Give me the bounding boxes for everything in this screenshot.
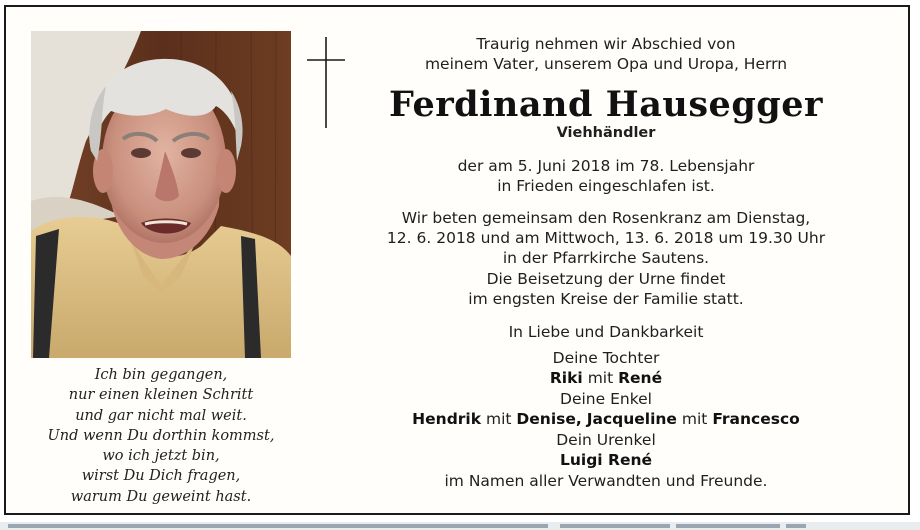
grandchildren-line <box>346 409 866 429</box>
intro-line: Traurig nehmen wir Abschied von <box>476 35 736 53</box>
greatgrandchild-name: Luigi René <box>559 451 653 470</box>
grandchild-partner: Denise, <box>516 410 582 429</box>
poem-line: nur einen kleinen Schritt <box>68 387 254 404</box>
poem-line: wirst Du Dich fragen, <box>81 468 241 485</box>
closing-line: im Namen aller Verwandten und Freunde. <box>444 471 768 490</box>
poem <box>31 365 291 507</box>
deceased-name: Ferdinand Hausegger <box>389 83 823 125</box>
death-line: der am 5. Juni 2018 im 78. Lebensjahr <box>457 156 755 175</box>
mourners-heading: In Liebe und Dankbarkeit <box>508 322 704 341</box>
service-line: im engsten Kreise der Familie statt. <box>468 290 744 309</box>
joiner-word: mit <box>681 410 708 429</box>
portrait-photo <box>31 31 291 358</box>
greatgrandchild-label: Dein Urenkel <box>556 430 656 449</box>
poem-line: Und wenn Du dorthin kommst, <box>47 427 275 444</box>
poem-line: wo ich jetzt bin, <box>102 448 220 465</box>
daughter-name: Riki <box>549 369 583 388</box>
poem-line: und gar nicht mal weit. <box>75 407 247 424</box>
service-line: Die Beisetzung der Urne findet <box>486 269 726 288</box>
daughter-label: Deine Tochter <box>552 349 660 368</box>
daughter-line <box>346 368 866 388</box>
deceased-profession: Viehhändler <box>556 124 656 141</box>
daughter-partner: René <box>618 369 663 388</box>
grandchild-name: Hendrik <box>412 410 482 429</box>
joiner-word: mit <box>486 410 512 429</box>
death-line: in Frieden eingeschlafen ist. <box>497 177 715 196</box>
service-line: Wir beten gemeinsam den Rosenkranz am Dienstag, <box>401 208 811 227</box>
poem-line: Ich bin gegangen, <box>94 367 228 383</box>
grandchild-name: Jacqueline <box>586 410 677 429</box>
poem-line: warum Du geweint hast. <box>70 488 252 505</box>
joiner-word: mit <box>587 369 614 388</box>
intro-line: meinem Vater, unserem Opa und Uropa, Herrn <box>424 55 788 74</box>
service-line: 12. 6. 2018 und am Mittwoch, 13. 6. 2018 um 19.30 Uhr <box>386 229 826 248</box>
grandchildren-label: Deine Enkel <box>560 389 652 408</box>
page-bottom-strip <box>0 522 920 530</box>
grandchild-partner: Francesco <box>712 410 800 429</box>
cross-icon <box>303 35 347 130</box>
obituary-text <box>346 34 866 491</box>
service-line: in der Pfarrkirche Sautens. <box>502 249 710 268</box>
greatgrandchild-line <box>346 450 866 470</box>
